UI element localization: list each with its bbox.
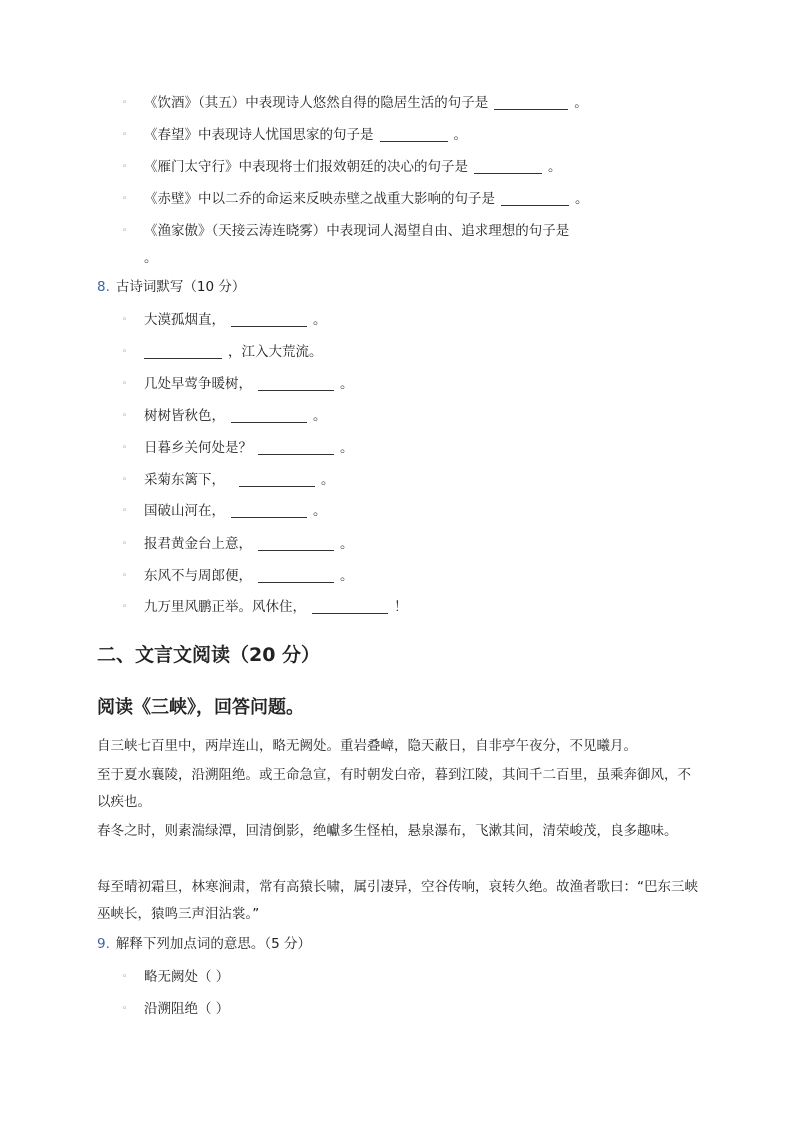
answer-blank[interactable]: [144, 345, 222, 359]
answer-blank[interactable]: [231, 504, 307, 518]
item-text: 沿溯阻绝（ ）: [144, 1001, 230, 1017]
section-subtitle: 阅读《三峡》，回答问题。: [97, 697, 304, 718]
bullet-icon: ◦: [122, 506, 128, 516]
list-item: [122, 311, 327, 329]
answer-blank[interactable]: [258, 377, 334, 391]
bullet-icon: ◦: [122, 602, 128, 612]
answer-blank[interactable]: [312, 600, 388, 614]
item-end: 。: [575, 191, 589, 207]
answer-blank[interactable]: [231, 409, 307, 423]
question-title: 古诗词默写（10 分）: [115, 279, 246, 295]
item-text: 《雁门太守行》中表现将士们报效朝廷的决心的句子是: [144, 159, 468, 175]
question-number: 8.: [97, 279, 110, 295]
item-text: 九万里风鹏正举。风休住，: [144, 599, 306, 615]
item-text: 国破山河在，: [144, 503, 225, 519]
list-item: [122, 968, 229, 986]
list-item: [122, 471, 335, 489]
answer-blank[interactable]: [501, 192, 569, 206]
item-end: 。: [321, 472, 335, 488]
answer-blank[interactable]: [258, 537, 334, 551]
item-end: 。: [340, 376, 354, 392]
item-end: 。: [340, 536, 354, 552]
item-text: 树树皆秋色，: [144, 408, 225, 424]
list-item: [122, 126, 467, 144]
answer-blank[interactable]: [231, 313, 307, 327]
bullet-icon: ◦: [122, 539, 128, 549]
item-text: 日暮乡关何处是？: [144, 440, 252, 456]
list-item: [122, 502, 327, 520]
item-text: 《饮酒》（其五）中表现诗人悠然自得的隐居生活的句子是: [144, 95, 489, 111]
bullet-icon: ◦: [122, 162, 128, 172]
item-text: 采菊东篱下，: [144, 472, 225, 488]
item-end: 。: [340, 440, 354, 456]
item-text: 几处早莺争暖树，: [144, 376, 252, 392]
item-end: 。: [313, 503, 327, 519]
answer-blank[interactable]: [258, 569, 334, 583]
item-text: 《渔家傲》（天接云涛连晓雾）中表现词人渴望自由、追求理想的句子是: [144, 223, 570, 239]
bullet-icon: ◦: [122, 475, 128, 485]
list-item: [122, 94, 588, 112]
list-item: [122, 598, 408, 616]
item-text: 《春望》中表现诗人忧国思家的句子是: [144, 127, 374, 143]
item-end: ！: [394, 599, 408, 615]
item-text: 略无阙处（ ）: [144, 969, 230, 985]
item-text: 大漠孤烟直，: [144, 312, 225, 328]
passage-paragraph: 春冬之时，则素湍绿潭，回清倒影，绝巘多生怪柏，悬泉瀑布，飞漱其间，清荣峻茂，良多趣味。: [97, 823, 678, 839]
bullet-icon: ◦: [122, 226, 128, 236]
question-9-heading: [97, 935, 311, 953]
question-number: 9.: [97, 936, 110, 952]
item-end: 。: [548, 159, 562, 175]
answer-blank[interactable]: [380, 128, 448, 142]
list-item: [122, 343, 323, 361]
list-item: [122, 375, 354, 393]
item-end: 。: [313, 312, 327, 328]
item-text: 东风不与周郎便，: [144, 568, 252, 584]
answer-blank[interactable]: [258, 441, 334, 455]
passage-paragraph: 每至晴初霜旦，林寒涧肃，常有高猿长啸，属引凄异，空谷传响，哀转久绝。故渔者歌曰：“巴东三峡巫峡长，猿鸣三声泪沾裳。”: [97, 879, 698, 922]
item-end: 。: [340, 568, 354, 584]
bullet-icon: ◦: [122, 347, 128, 357]
item-continuation: 。: [144, 250, 158, 266]
item-text: 报君黄金台上意，: [144, 536, 252, 552]
answer-blank[interactable]: [474, 160, 542, 174]
list-item: [122, 407, 327, 425]
list-item: [122, 190, 589, 208]
list-item: [122, 158, 562, 176]
item-end: 。: [574, 95, 588, 111]
bullet-icon: ◦: [122, 411, 128, 421]
answer-blank[interactable]: [239, 473, 315, 487]
bullet-icon: ◦: [122, 972, 128, 982]
list-item: [122, 439, 354, 457]
bullet-icon: ◦: [122, 1004, 128, 1014]
answer-blank[interactable]: [494, 96, 568, 110]
bullet-icon: ◦: [122, 130, 128, 140]
list-item: [122, 1000, 229, 1018]
bullet-icon: ◦: [122, 194, 128, 204]
bullet-icon: ◦: [122, 379, 128, 389]
list-item: [122, 222, 569, 240]
bullet-icon: ◦: [122, 98, 128, 108]
section-title: 二、文言文阅读（20 分）: [97, 644, 321, 666]
item-end: 。: [313, 408, 327, 424]
bullet-icon: ◦: [122, 315, 128, 325]
item-end: ，江入大荒流。: [228, 344, 323, 360]
item-text: 《赤壁》中以二乔的命运来反映赤壁之战重大影响的句子是: [144, 191, 495, 207]
question-title: 解释下列加点词的意思。（5 分）: [115, 936, 312, 952]
item-end: 。: [453, 127, 467, 143]
passage-paragraph: 至于夏水襄陵，沿溯阻绝。或王命急宣，有时朝发白帝，暮到江陵，其间千二百里，虽乘奔御风，不以疾也。: [97, 767, 691, 810]
bullet-icon: ◦: [122, 571, 128, 581]
list-item: [122, 535, 354, 553]
bullet-icon: ◦: [122, 443, 128, 453]
list-item: [122, 567, 354, 585]
question-8-heading: [97, 278, 245, 296]
passage-paragraph: 自三峡七百里中，两岸连山，略无阙处。重岩叠嶂，隐天蔽日，自非亭午夜分，不见曦月。: [97, 738, 637, 754]
